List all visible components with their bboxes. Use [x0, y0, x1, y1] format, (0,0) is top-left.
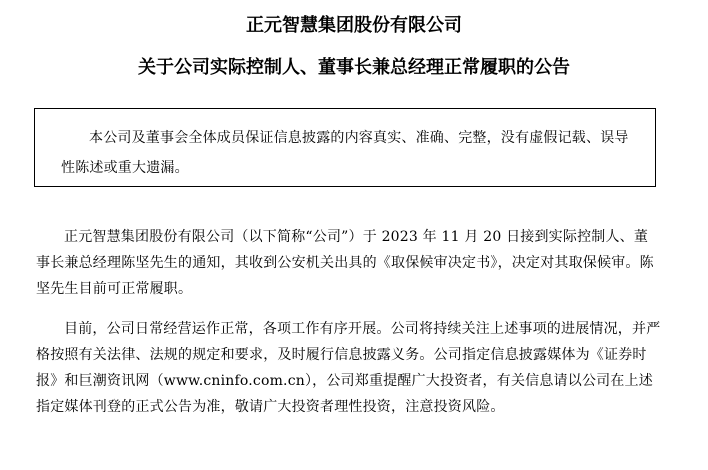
- company-title: 正元智慧集团股份有限公司: [246, 15, 462, 36]
- notice-title: 关于公司实际控制人、董事长兼总经理正常履职的公告: [138, 57, 570, 78]
- paragraph-operations-and-risk: 目前，公司日常经营运作正常，各项工作有序开展。公司将持续关注上述事项的进展情况，并严格按照有关法律、法规的规定和要求，及时履行信息披露义务。公司指定信息披露媒体为《证券时报》和巨潮资讯网（www.cninfo.com.cn），公司郑重提醒广大投资者，有关信息请以公司在上述指定媒体刊登的正式公告为准，敬请广大投资者理性投资，注意投资风险。: [36, 321, 661, 415]
- notice-body: [36, 224, 662, 434]
- paragraph-receipt-of-notice: 正元智慧集团股份有限公司（以下简称“公司”）于 2023 年 11 月 20 日接到实际控制人、董事长兼总经理陈坚先生的通知，其收到公安机关出具的《取保候审决定书》，决定对其取保候审。陈坚先生目前可正常履职。: [36, 229, 654, 297]
- disclaimer-box: [34, 108, 656, 187]
- disclaimer-text: 本公司及董事会全体成员保证信息披露的内容真实、准确、完整，没有虚假记载、误导性陈述或重大遗漏。: [61, 130, 629, 176]
